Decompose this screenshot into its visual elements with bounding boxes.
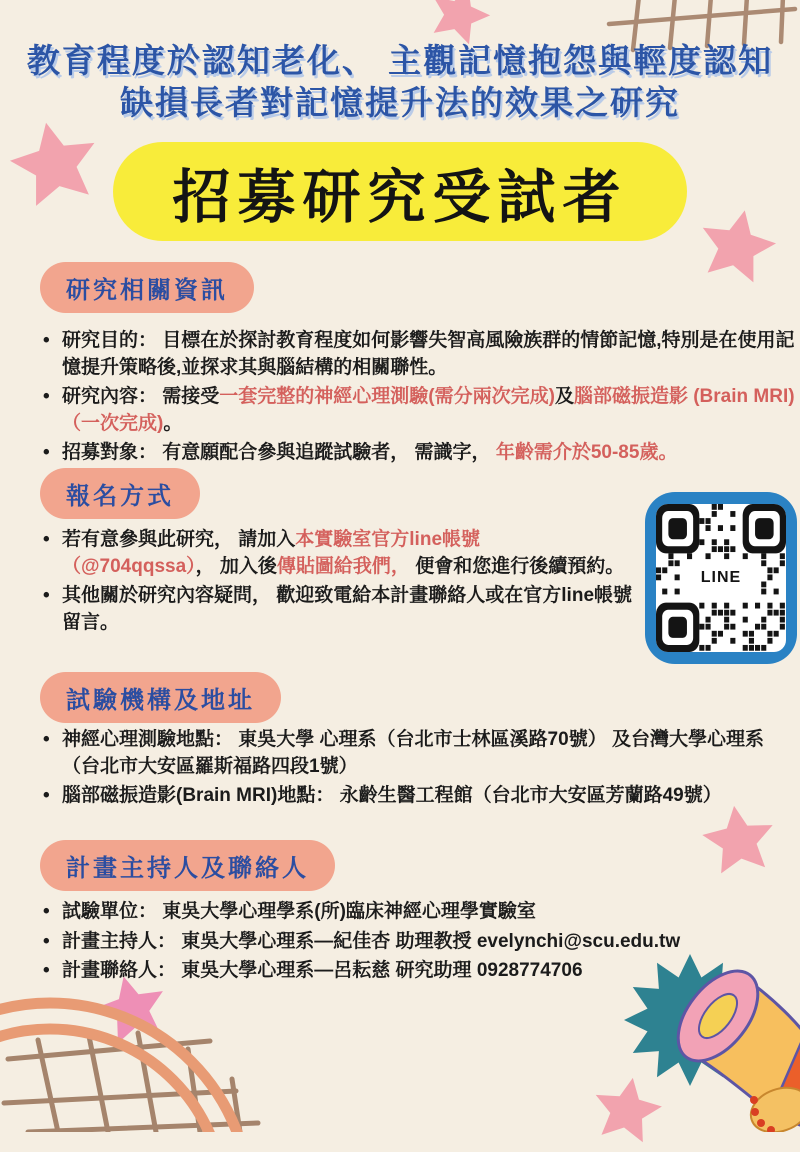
line-qr-label: LINE [696, 568, 746, 588]
bullet-text: 其他關於研究內容疑問， 歡迎致電給本計畫聯絡人或在官方line帳號留言。 [62, 585, 633, 633]
bullet-project-contact [40, 958, 796, 985]
bullet-research-purpose [40, 328, 796, 381]
bullet-text: 招募對象： 有意願配合參與追蹤試驗者， 需識字， [62, 442, 496, 464]
bullet-text: 腦部磁振造影(Brain MRI)地點： 永齡生醫工程館（台北市大安區芳蘭路49號） [62, 785, 722, 807]
section-heading-research-info: 研究相關資訊 [40, 262, 254, 313]
page-title [0, 40, 800, 123]
section-heading-contacts: 計畫主持人及聯絡人 [40, 840, 335, 891]
bullet-text: 及 [554, 386, 574, 408]
bullet-text-highlight: 本實驗室官方line帳號 （@704qqssa） [62, 529, 481, 577]
bullet-text: 。 [163, 412, 183, 434]
bullet-text-highlight: 腦部磁振造影 (Brain MRI)（一次完成) [62, 386, 795, 434]
bullet-text-highlight: 年齡需介於50-85歲。 [495, 442, 678, 464]
bullet-test-unit [40, 899, 796, 926]
bullet-test-location [40, 727, 796, 780]
section-heading-locations: 試驗機構及地址 [40, 672, 281, 723]
recruit-banner: 招募研究受試者 [113, 142, 687, 241]
bullet-text: ， 加入後 [195, 555, 277, 577]
bullet-text: 試驗單位： 東吳大學心理學系(所)臨床神經心理學實驗室 [62, 901, 536, 922]
line-qr-code [645, 492, 797, 664]
bullet-text-highlight: 一套完整的神經心理測驗(需分兩次完成) [219, 386, 555, 408]
bullet-signup-questions [40, 583, 632, 636]
qr-inner-panel [656, 504, 786, 652]
page-title-line1: 教育程度於認知老化、 主觀記憶抱怨與輕度認知 [26, 42, 774, 79]
bullet-text: 研究內容： 需接受 [62, 386, 220, 408]
tennis-racket-doodle [0, 995, 380, 1132]
bullet-text: 便會和您進行後續預約。 [409, 555, 625, 577]
bullet-mri-location [40, 783, 796, 810]
research-info-list [40, 328, 796, 470]
bullet-text: 計畫聯絡人： 東吳大學心理系—呂耘慈 研究助理 0928774706 [62, 960, 583, 982]
page-title-line2: 缺損長者對記憶提升法的效果之研究 [120, 83, 680, 121]
bullet-signup-line [40, 527, 632, 580]
bullet-principal-investigator [40, 929, 796, 956]
bullet-text: 研究目的： 目標在於探討教育程度如何影響失智高風險族群的情節記憶,特別是在使用記憶提升策略後,並探求其與腦結構的相關聯性。 [62, 330, 795, 378]
bullet-research-content [40, 384, 796, 437]
contacts-list [40, 899, 796, 988]
bullet-text: 神經心理測驗地點： 東吳大學 心理系（台北市士林區溪路70號） 及台灣大學心理系（台北市大安區羅斯福路四段1號） [62, 729, 764, 777]
bullet-text: 若有意參與此研究， 請加入 [62, 529, 296, 550]
star-icon [691, 201, 784, 294]
bullet-text-highlight: 傳貼圖給我們， [276, 555, 410, 577]
bullet-text: 計畫主持人： 東吳大學心理系—紀佳杏 助理教授 evelynchi@scu.edu.tw [62, 930, 681, 952]
bullet-recruit-target [40, 440, 796, 467]
star-icon [2, 112, 109, 219]
section-heading-signup: 報名方式 [40, 468, 200, 519]
locations-list [40, 727, 796, 813]
signup-list [40, 527, 632, 639]
